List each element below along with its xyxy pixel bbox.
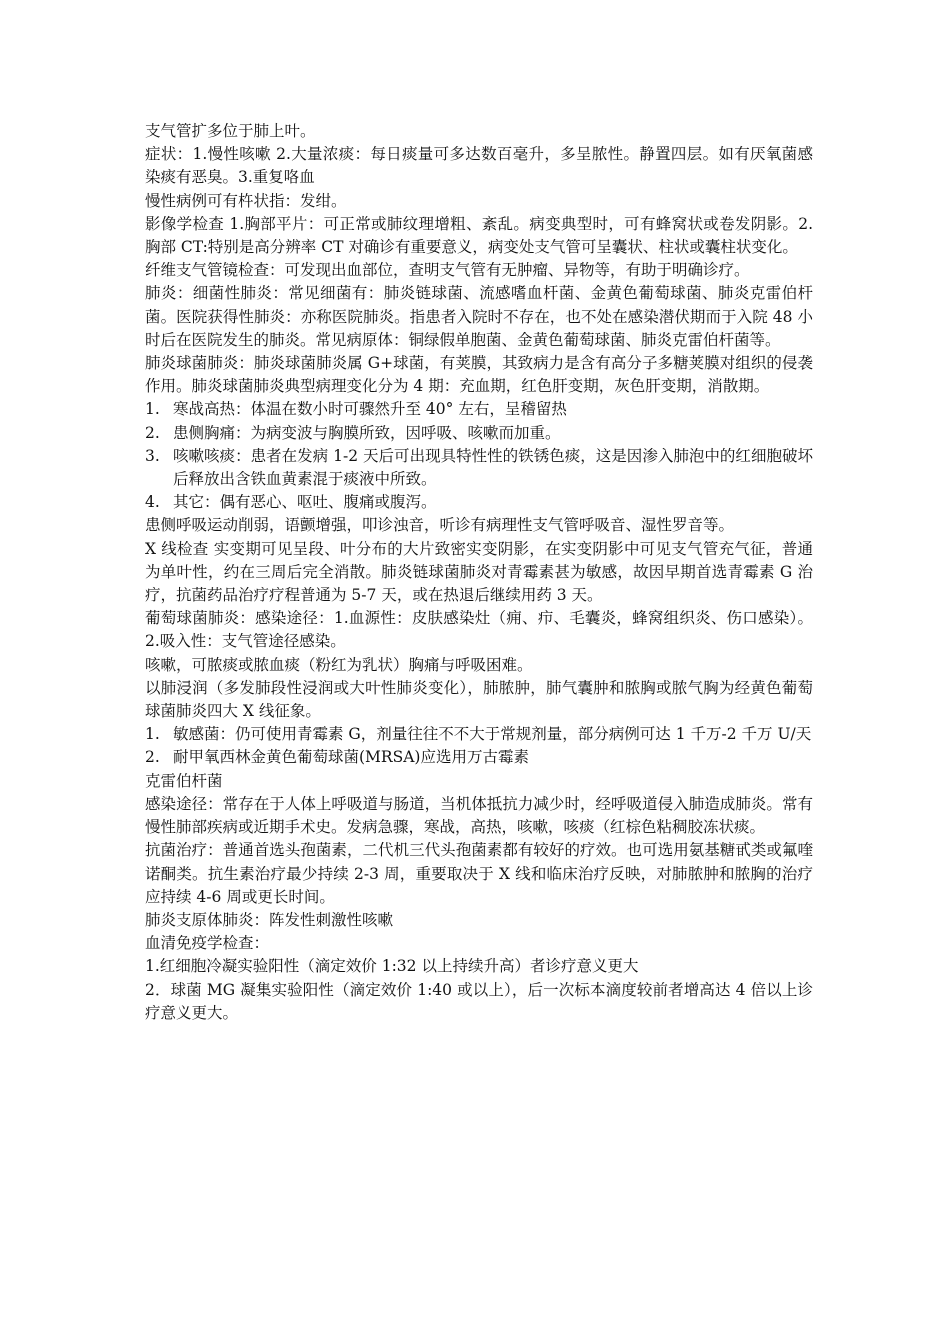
- paragraph: 症状：1.慢性咳嗽 2.大量浓痰：每日痰量可多达数百毫升，多呈脓性。静置四层。如有厌氧菌感染痰有恶臭。3.重复咯血: [145, 145, 813, 187]
- list-text: 敏感菌：仍可使用青霉素 G，剂量往往不不大于常规剂量，部分病例可达 1 千万-2 千万 U/天: [173, 725, 812, 744]
- paragraph: 感染途径：常存在于人体上呼吸道与肠道，当机体抵抗力减少时，经呼吸道侵入肺造成肺炎。常有慢性肺部疾病或近期手术史。发病急骤，寒战，高热，咳嗽，咳痰（红棕色粘稠胶冻状痰。: [145, 794, 813, 837]
- paragraph: 患侧呼吸运动削弱，语颤增强，叩诊浊音，听诊有病理性支气管呼吸音、湿性罗音等。: [145, 516, 735, 535]
- list-item: [145, 422, 813, 445]
- list-text: 咳嗽咳痰：患者在发病 1-2 天后可出现具特性性的铁锈色痰，这是因渗入肺泡中的红细胞破坏后释放出含铁血黄素混于痰液中所致。: [173, 446, 813, 489]
- document-body: [145, 120, 813, 1025]
- list-item: [145, 491, 813, 514]
- list-item: [145, 723, 813, 746]
- list-text: 耐甲氧西林金黄色葡萄球菌(MRSA)应选用万古霉素: [173, 748, 529, 767]
- list-item: [145, 445, 813, 491]
- paragraph: 支气管扩多位于肺上叶。: [145, 122, 316, 140]
- paragraph: 影像学检查 1.胸部平片：可正常或肺纹理增粗、紊乱。病变典型时，可有蜂窝状或卷发阴影。2.胸部 CT:特别是高分辨率 CT 对确诊有重要意义，病变处支气管可呈囊状、柱状或囊柱状变化。: [145, 214, 813, 257]
- paragraph: 咳嗽，可脓痰或脓血痰（粉红为乳状）胸痛与呼吸困难。: [145, 655, 533, 674]
- list-number: 1.: [145, 725, 160, 744]
- list-number: 4.: [145, 493, 160, 512]
- paragraph: 肺炎球菌肺炎：肺炎球菌肺炎属 G+球菌，有荚膜，其致病力是含有高分子多糖荚膜对组织的侵袭作用。肺炎球菌肺炎典型病理变化分为 4 期：充血期，红色肝变期，灰色肝变期，消散期。: [145, 354, 813, 396]
- list-item: [145, 746, 813, 769]
- paragraph: 以肺浸润（多发肺段性浸润或大叶性肺炎变化），肺脓肿，肺气囊肿和脓胸或脓气胸为经黄色葡萄球菌肺炎四大 X 线征象。: [145, 678, 813, 721]
- paragraph: 血清免疫学检查：: [145, 934, 270, 953]
- paragraph: 2．球菌 MG 凝集实验阳性（滴定效价 1:40 或以上），后一次标本滴度较前者增高达 4 倍以上诊疗意义更大。: [145, 980, 813, 1022]
- list-text: 其它：偶有恶心、呕吐、腹痛或腹泻。: [173, 493, 437, 512]
- list-number: 3.: [145, 446, 160, 465]
- list-text: 寒战高热：体温在数小时可骤然升至 40° 左右，呈稽留热: [173, 400, 567, 419]
- paragraph: 慢性病例可有杵状指：发绀。: [145, 191, 347, 210]
- paragraph: 纤维支气管镜检查：可发现出血部位，查明支气管有无肿瘤、异物等，有助于明确诊疗。: [145, 261, 750, 280]
- list-number: 1.: [145, 400, 160, 419]
- list-text: 患侧胸痛：为病变波与胸膜所致，因呼吸、咳嗽而加重。: [173, 423, 561, 442]
- list-number: 2.: [145, 748, 160, 767]
- paragraph: 葡萄球菌肺炎：感染途径：1.血源性：皮肤感染灶（痈、疖、毛囊炎，蜂窝组织炎、伤口感染）。2.吸入性：支气管途径感染。: [145, 609, 813, 651]
- paragraph: 1.红细胞冷凝实验阳性（滴定效价 1:32 以上持续升高）者诊疗意义更大: [145, 957, 639, 976]
- list-item: [145, 398, 813, 421]
- paragraph: 肺炎：细菌性肺炎：常见细菌有：肺炎链球菌、流感嗜血杆菌、金黄色葡萄球菌、肺炎克雷伯杆菌。医院获得性肺炎：亦称医院肺炎。指患者入院时不存在，也不处在感染潜伏期而于入院 48 小时后在医院发生的肺炎。常见病原体：铜绿假单胞菌、金黄色葡萄球菌、肺炎克雷伯杆菌等。: [145, 284, 813, 349]
- paragraph: 肺炎支原体肺炎：阵发性刺激性咳嗽: [145, 910, 394, 929]
- paragraph: 抗菌治疗：普通首选头孢菌素，二代机三代头孢菌素都有较好的疗效。也可选用氨基糖甙类或氟喹诺酮类。抗生素治疗最少持续 2-3 周，重要取决于 X 线和临床治疗反映，对肺脓肿和脓胸的治疗应持续 4-6 周或更长时间。: [145, 841, 813, 906]
- paragraph: X 线检查 实变期可见呈段、叶分布的大片致密实变阴影，在实变阴影中可见支气管充气征，普通为单叶性，约在三周后完全消散。肺炎链球菌肺炎对青霉素甚为敏感，故因早期首选青霉素 G 治疗，抗菌药品治疗疗程普通为 5-7 天，或在热退后继续用药 3 天。: [145, 539, 813, 605]
- list-number: 2.: [145, 423, 160, 442]
- section-heading: 克雷伯杆菌: [145, 771, 223, 790]
